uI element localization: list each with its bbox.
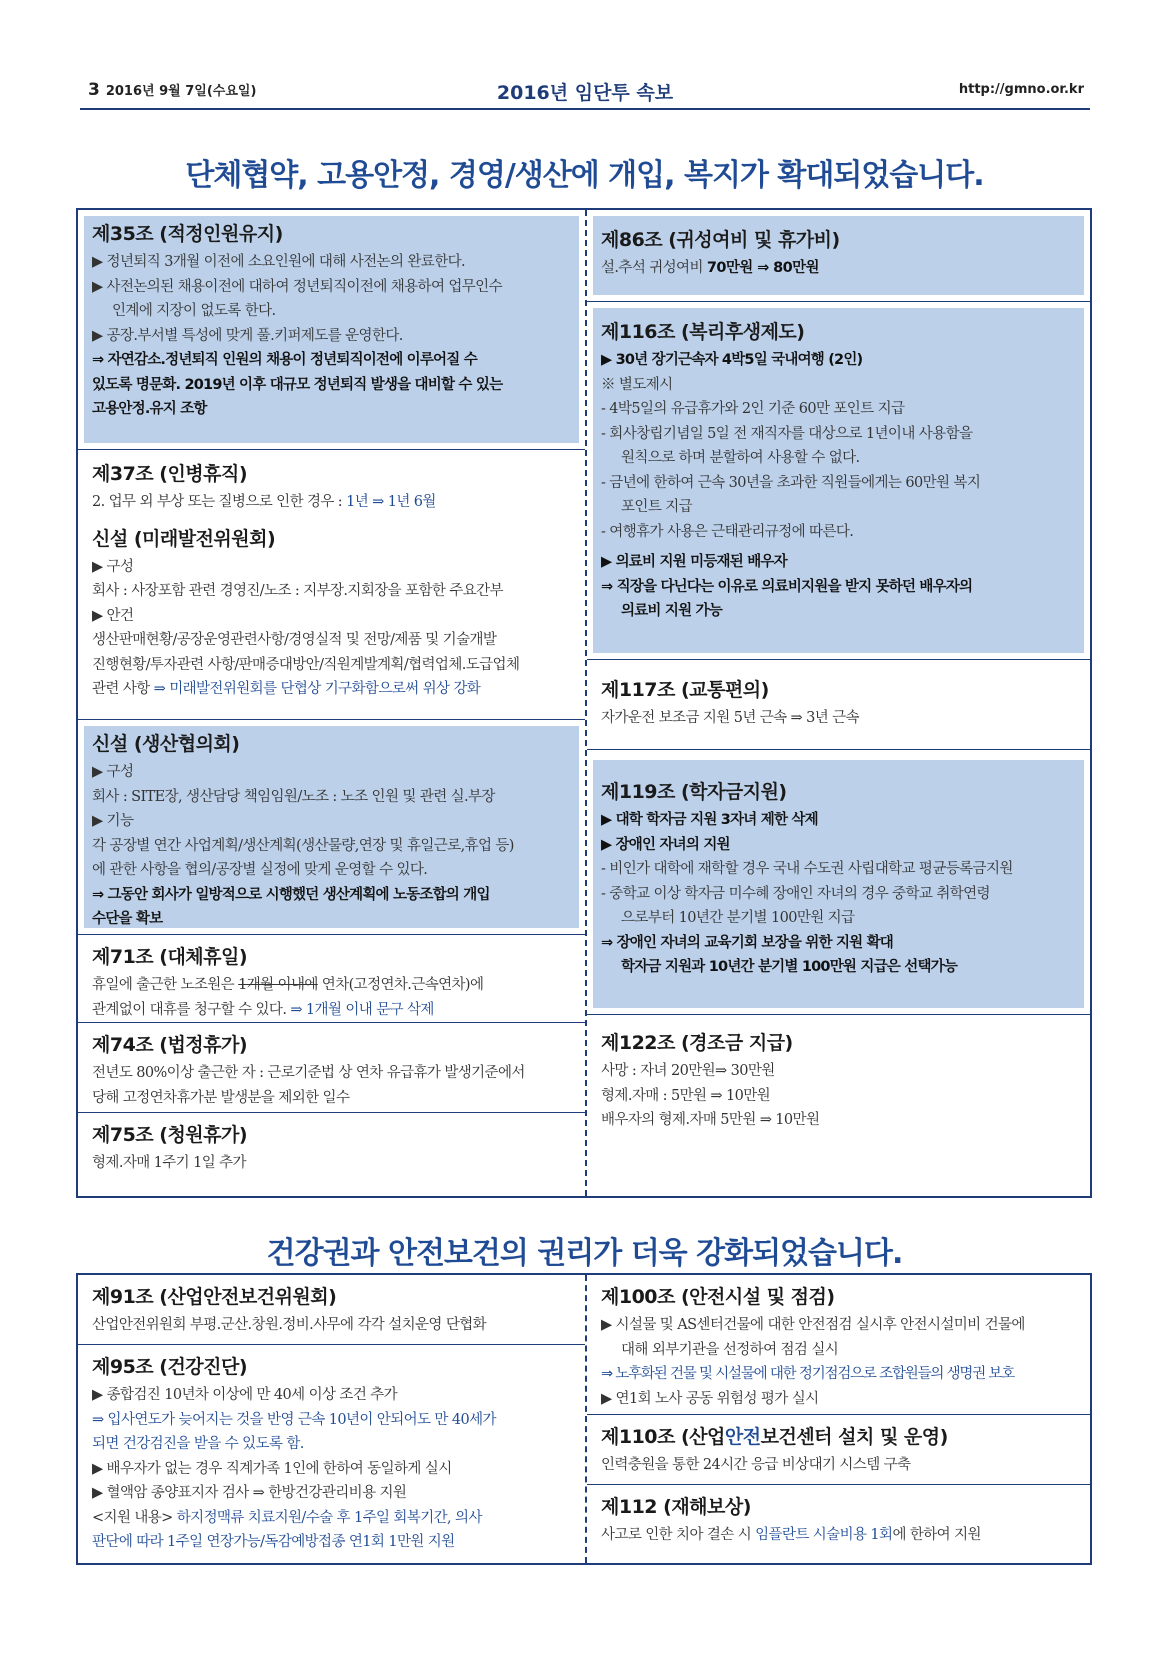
- article-line: ▶ 안건: [92, 607, 134, 624]
- article-line: [92, 677, 577, 702]
- issue-date: 2016년 9월 7일(수요일): [105, 84, 257, 99]
- article-71: [78, 935, 585, 1023]
- article-title: 제75조 (청원휴가): [92, 1124, 248, 1146]
- text-span: 관련 사항: [92, 681, 154, 697]
- article-line: 원칙으로 하며 분할하여 사용할 수 없다.: [621, 450, 860, 466]
- section1-right-column: [587, 210, 1090, 1196]
- article-title: 제35조 (적정인원유지): [92, 223, 283, 245]
- article-line: ▶ 연1회 노사 공동 위험성 평가 실시: [601, 1390, 819, 1407]
- article-line: [92, 1506, 577, 1531]
- highlight-text: ⇒ 미래발전위원회를 단협상 기구화함으로써 위상 강화: [153, 681, 481, 697]
- article-line: ▶ 장애인 자녀의 지원: [601, 836, 730, 853]
- article-line: 고용안정.유지 조항: [92, 401, 207, 417]
- article-line: 수단을 확보: [92, 911, 163, 927]
- article-100: [587, 1275, 1090, 1415]
- article-title: 제112 (재해보상): [601, 1496, 751, 1518]
- text-span: 2. 업무 외 부상 또는 질병으로 인한 경우 :: [92, 494, 347, 510]
- article-122: [587, 1015, 1090, 1196]
- article-line: 되면 건강검진을 받을 수 있도록 함.: [92, 1436, 304, 1452]
- article-line: - 금년에 한하여 근속 30년을 초과한 직원들에게는 60만원 복지: [601, 474, 981, 491]
- article-line: 있도록 명문화. 2019년 이후 대규모 정년퇴직 발생을 대비할 수 있는: [92, 376, 503, 393]
- text-span: 보건센터 설치 및 운영): [760, 1426, 948, 1448]
- section1-left-column: [78, 210, 585, 1196]
- article-line: [601, 256, 1082, 281]
- article-line: 형제.자매 : 5만원 ⇒ 10만원: [601, 1087, 771, 1104]
- newsletter-title: 2016년 임단투 속보: [496, 82, 674, 104]
- article-line: 에 관한 사항을 협의/공장별 실정에 맞게 운영할 수 있다.: [92, 862, 428, 878]
- struck-text: 1개월 이내에: [238, 977, 318, 993]
- article-line: 인력충원을 통한 24시간 응급 비상대기 시스템 구축: [601, 1457, 911, 1473]
- site-url[interactable]: http://gmno.or.kr: [958, 82, 1084, 97]
- article-title: [601, 1423, 1082, 1451]
- header-left: [88, 80, 256, 100]
- highlight-text: 안전: [724, 1426, 761, 1448]
- article-line: 대해 외부기관을 선정하여 점검 실시: [621, 1341, 839, 1358]
- article-74: [78, 1023, 585, 1113]
- text-span: 사고로 인한 치아 결손 시: [601, 1527, 756, 1543]
- article-line: 전년도 80%이상 출근한 자 : 근로기준법 상 연차 유급휴가 발생기준에서: [92, 1065, 525, 1081]
- article-line: 사망 : 자녀 20만원⇒ 30만원: [601, 1063, 775, 1079]
- production-council: [78, 720, 585, 935]
- article-line: ▶ 종합검진 10년차 이상에 만 40세 이상 조건 추가: [92, 1387, 398, 1403]
- article-line: 으로부터 10년간 분기별 100만원 지급: [621, 910, 855, 926]
- page-header: [80, 78, 1090, 110]
- article-line: ▶ 시설물 및 AS센터건물에 대한 안전점검 실시후 안전시설미비 건물에: [601, 1317, 1025, 1333]
- article-line: ▶ 공장.부서별 특성에 맞게 풀.키퍼제도를 운영한다.: [92, 327, 403, 344]
- article-line: [92, 490, 577, 515]
- article-line: ▶ 정년퇴직 3개월 이전에 소요인원에 대해 사전논의 완료한다.: [92, 254, 466, 270]
- highlight-text: 임플란트 시술비용 1회: [755, 1527, 893, 1543]
- article-line: - 4박5일의 유급휴가와 2인 기준 60만 포인트 지급: [601, 401, 905, 417]
- article-title: 제122조 (경조금 지급): [601, 1032, 793, 1054]
- section2-left-column: [78, 1275, 585, 1563]
- text-span: 에 한하여 지원: [892, 1527, 981, 1543]
- article-line: 의료비 지원 가능: [621, 603, 722, 619]
- article-line: 회사 : SITE장, 생산담당 책임임원/노조 : 노조 인원 및 관련 실.부장: [92, 788, 495, 805]
- article-line: 형제.자매 1주기 1일 추가: [92, 1155, 246, 1171]
- article-line: - 비인가 대학에 재학할 경우 국내 수도권 사립대학교 평균등록금지원: [601, 861, 1013, 877]
- article-title: 제117조 (교통편의): [601, 679, 769, 701]
- article-line: ▶ 구성: [92, 764, 134, 780]
- article-line: 당해 고정연차휴가분 발생분을 제외한 일수: [92, 1089, 350, 1106]
- section1-title: 단체협약, 고용안정, 경영/생산에 개입, 복지가 확대되었습니다.: [185, 158, 984, 193]
- article-line: ▶ 사전논의된 채용이전에 대하여 정년퇴직이전에 채용하여 업무인수: [92, 278, 502, 295]
- article-line: 생산판매현황/공장운영관련사항/경영실적 및 전망/제품 및 기술개발: [92, 632, 497, 648]
- article-title: 제116조 (복리후생제도): [601, 321, 805, 343]
- article-line: ▶ 구성: [92, 558, 134, 575]
- article-line: ⇒ 자연감소.정년퇴직 인원의 채용이 정년퇴직이전에 이루어질 수: [92, 352, 477, 368]
- article-112: [587, 1485, 1090, 1563]
- article-title: 제100조 (안전시설 및 점검): [601, 1286, 835, 1308]
- article-title: 제71조 (대체휴일): [92, 946, 248, 968]
- section2-title: 건강권과 안전보건의 권리가 더욱 강화되었습니다.: [266, 1236, 903, 1271]
- text-span: 제110조 (산업: [601, 1426, 725, 1448]
- article-116: [587, 302, 1090, 660]
- article-line: ⇒ 장애인 자녀의 교육기회 보장을 위한 지원 확대: [601, 934, 894, 951]
- article-title: 제119조 (학자금지원): [601, 781, 787, 803]
- article-line: ▶ 혈액암 종양표지자 검사 ⇒ 한방건강관리비용 지원: [92, 1485, 407, 1501]
- article-117: [587, 660, 1090, 750]
- article-line: ⇒ 입사연도가 늦어지는 것을 반영 근속 10년이 안되어도 만 40세가: [92, 1411, 496, 1428]
- article-line: ▶ 기능: [92, 813, 134, 829]
- article-95: [78, 1345, 585, 1563]
- article-line: 자가운전 보조금 지원 5년 근속 ⇒ 3년 근속: [601, 710, 859, 726]
- article-line: - 여행휴가 사용은 근태관리규정에 따른다.: [601, 523, 854, 540]
- page-number: 3: [88, 80, 100, 100]
- section1-frame: [76, 208, 1092, 1198]
- article-line: ⇒ 직장을 다닌다는 이유로 의료비지원을 받지 못하던 배우자의: [601, 578, 973, 595]
- article-title: 제74조 (법정휴가): [92, 1034, 248, 1056]
- text-span: <지원 내용>: [92, 1509, 177, 1526]
- section2-frame: [76, 1273, 1092, 1565]
- article-line: ▶ 대학 학자금 지원 3자녀 제한 삭제: [601, 812, 818, 828]
- article-line: 학자금 지원과 10년간 분기별 100만원 지급은 선택가능: [621, 959, 958, 975]
- article-line: [601, 1523, 1082, 1548]
- article-title: 제37조 (인병휴직): [92, 463, 248, 485]
- article-line: ⇒ 그동안 회사가 일방적으로 시행했던 생산계획에 노동조합의 개입: [92, 886, 490, 903]
- article-37-and-future-committee: [78, 450, 585, 720]
- article-title: 신설 (생산협의회): [92, 733, 240, 755]
- article-line: 배우자의 형제.자매 5만원 ⇒ 10만원: [601, 1112, 820, 1128]
- article-line: 판단에 따라 1주일 연장가능/독감예방접종 연1회 1만원 지원: [92, 1534, 455, 1550]
- highlight-text: ⇒ 1개월 이내 문구 삭제: [290, 1001, 434, 1018]
- article-75: [78, 1113, 585, 1196]
- article-title: 제86조 (귀성여비 및 휴가비): [601, 229, 840, 251]
- article-119: [587, 750, 1090, 1015]
- article-86: [587, 210, 1090, 302]
- article-line: 포인트 지급: [621, 499, 693, 515]
- bold-text: 70만원 ⇒ 80만원: [706, 260, 819, 276]
- article-line: [92, 973, 577, 998]
- article-line: ▶ 의료비 지원 미등재된 배우자: [601, 554, 787, 570]
- text-span: 관계없이 대휴를 청구할 수 있다.: [92, 1001, 291, 1018]
- text-span: 연차(고정연차.근속연차)에: [317, 977, 484, 993]
- text-span: 휴일에 출근한 노조원은: [92, 977, 239, 993]
- article-110: [587, 1415, 1090, 1485]
- article-title: 제95조 (건강진단): [92, 1356, 248, 1378]
- article-line: ▶ 배우자가 없는 경우 직계가족 1인에 한하여 동일하게 실시: [92, 1460, 452, 1477]
- article-line: - 회사창립기념일 5일 전 재직자를 대상으로 1년이내 사용함을: [601, 425, 973, 442]
- article-35: [78, 210, 585, 450]
- article-line: - 중학교 이상 학자금 미수혜 장애인 자녀의 경우 중학교 취학연령: [601, 885, 990, 902]
- section2-right-column: [587, 1275, 1090, 1563]
- text-span: 설.추석 귀성여비: [601, 260, 707, 276]
- highlight-text: 하지정맥류 치료지원/수술 후 1주일 회복기간, 의사: [176, 1509, 482, 1526]
- article-line: 진행현황/투자관련 사항/판매증대방안/직원계발계획/협력업체.도급업체: [92, 656, 520, 673]
- article-line: 각 공장별 연간 사업계획/생산계획(생산물량,연장 및 휴일근로,휴업 등): [92, 837, 514, 854]
- article-line: 인계에 지장이 없도록 한다.: [112, 303, 276, 319]
- article-line: 회사 : 사장포함 관련 경영진/노조 : 지부장.지회장을 포함한 주요간부: [92, 583, 503, 599]
- article-line: 산업안전위원회 부평.군산.창원.정비.사무에 각각 설치운영 단협화: [92, 1317, 487, 1333]
- article-91: [78, 1275, 585, 1345]
- article-line: ▶ 30년 장기근속자 4박5일 국내여행 (2인): [601, 352, 863, 368]
- article-title: 신설 (미래발전위원회): [92, 527, 276, 550]
- article-title: 제91조 (산업안전보건위원회): [92, 1286, 337, 1308]
- article-line: ⇒ 노후화된 건물 및 시설물에 대한 정기점검으로 조합원들의 생명권 보호: [601, 1366, 1015, 1382]
- article-line: [92, 998, 577, 1023]
- highlight-text: 1년 ⇒ 1년 6월: [346, 494, 436, 510]
- article-line: ※ 별도제시: [601, 376, 673, 393]
